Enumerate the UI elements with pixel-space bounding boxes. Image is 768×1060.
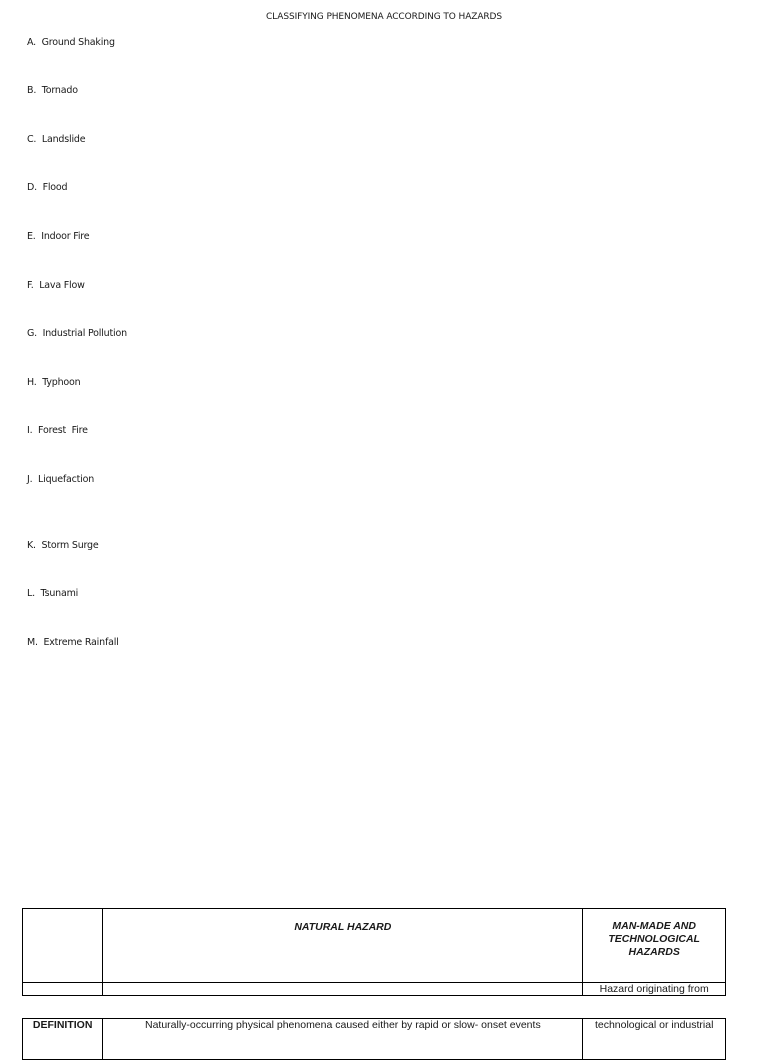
phenomenon-item: G. Industrial Pollution xyxy=(27,328,127,339)
manmade-hazard-header xyxy=(583,909,726,983)
manmade-header-line: MAN-MADE AND xyxy=(612,920,696,932)
table-row xyxy=(23,983,726,996)
phenomenon-item: D. Flood xyxy=(27,182,68,193)
phenomenon-item: I. Forest Fire xyxy=(27,425,88,436)
phenomenon-item: B. Tornado xyxy=(27,85,78,96)
empty-cell xyxy=(23,983,103,996)
page-title: CLASSIFYING PHENOMENA ACCORDING TO HAZARDS xyxy=(266,12,502,22)
phenomenon-item: L. Tsunami xyxy=(27,588,79,599)
manmade-header-line: TECHNOLOGICAL xyxy=(608,933,700,945)
phenomenon-item: A. Ground Shaking xyxy=(27,37,115,48)
empty-cell xyxy=(103,983,583,996)
definition-label: DEFINITION xyxy=(23,1019,103,1060)
manmade-definition: technological or industrial xyxy=(583,1019,726,1060)
phenomenon-item: C. Landslide xyxy=(27,134,86,145)
phenomenon-item: K. Storm Surge xyxy=(27,540,99,551)
phenomenon-item: M. Extreme Rainfall xyxy=(27,637,119,648)
phenomenon-item: J. Liquefaction xyxy=(27,474,95,485)
table-header-row xyxy=(23,909,726,983)
empty-label-cell xyxy=(23,909,103,983)
definition-row xyxy=(23,1019,726,1060)
natural-definition: Naturally-occurring physical phenomena caused either by rapid or slow- onset events xyxy=(103,1019,583,1060)
definition-table xyxy=(22,1018,726,1060)
hazard-classification-table xyxy=(22,908,726,996)
phenomenon-item: E. Indoor Fire xyxy=(27,231,90,242)
phenomenon-item: H. Typhoon xyxy=(27,377,81,388)
phenomenon-item: F. Lava Flow xyxy=(27,280,85,291)
manmade-header-line: HAZARDS xyxy=(628,946,680,958)
natural-hazard-header: NATURAL HAZARD xyxy=(103,909,583,983)
manmade-subtext-cell: Hazard originating from xyxy=(583,983,726,996)
